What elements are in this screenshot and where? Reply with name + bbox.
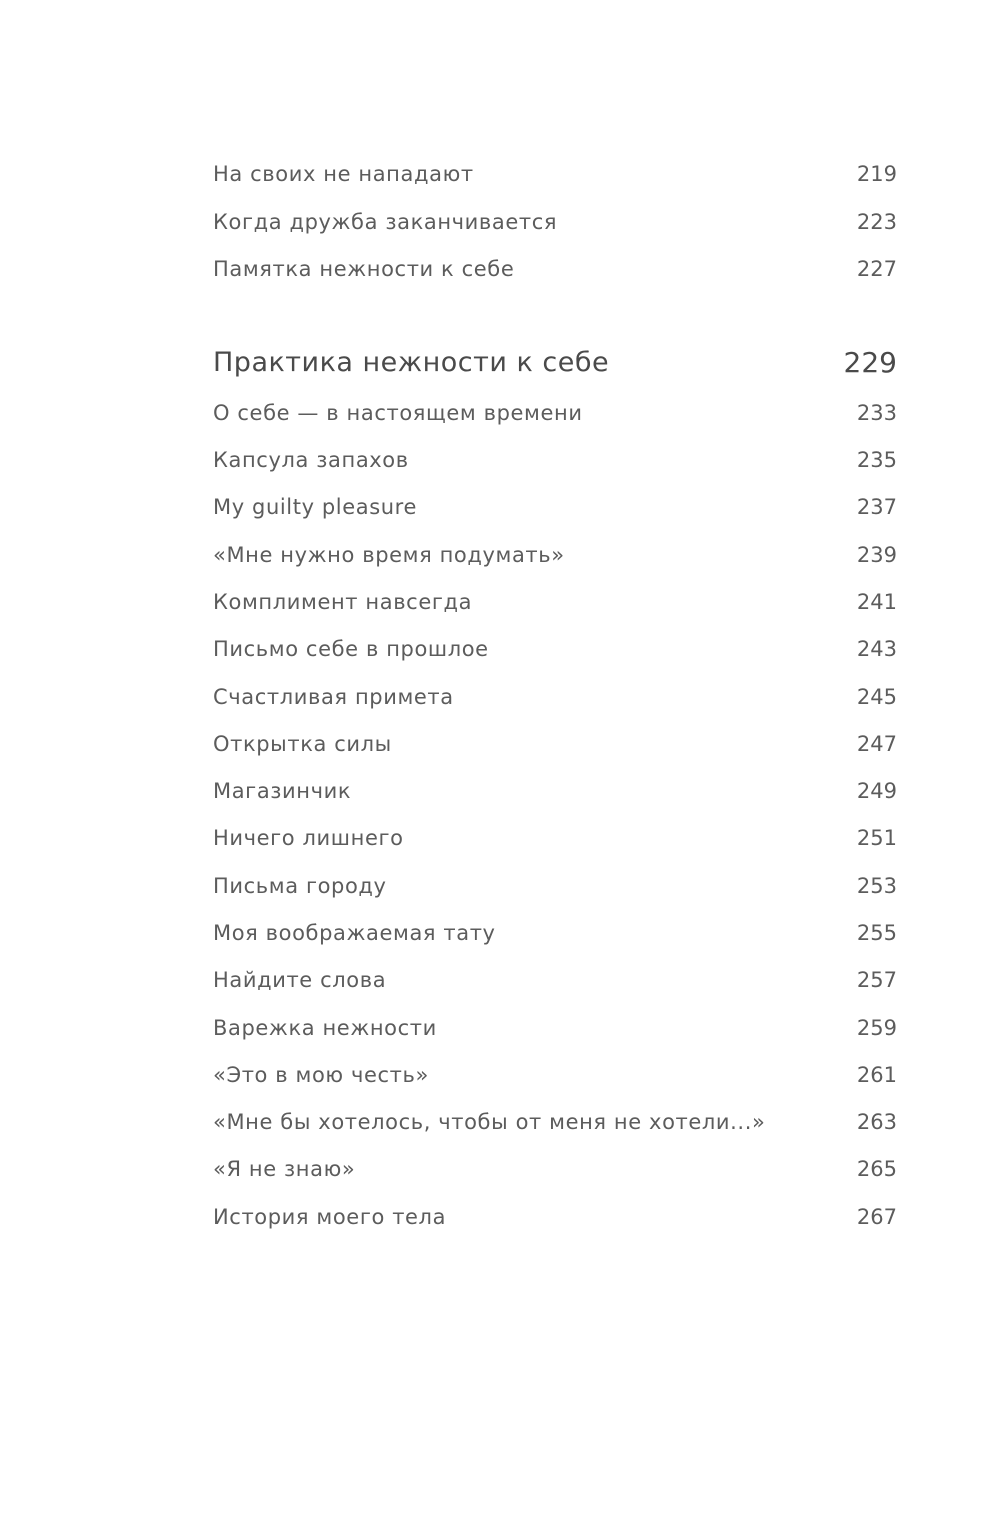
toc-entry-title: На своих не нападают xyxy=(213,162,474,187)
toc-entry-page: 247 xyxy=(856,731,897,756)
toc-entry-page: 263 xyxy=(856,1110,897,1135)
toc-entry[interactable] xyxy=(213,150,897,199)
toc-entry-page: 267 xyxy=(856,1204,897,1229)
toc-entry-title: Письмо себе в прошлое xyxy=(213,637,489,662)
toc-entry-page: 255 xyxy=(856,921,897,945)
toc-entry-page: 245 xyxy=(856,684,897,709)
toc-entry-page: 237 xyxy=(856,495,897,520)
toc-entry-title: «Мне нужно время подумать» xyxy=(213,542,565,567)
toc-entry-page: 223 xyxy=(856,210,897,235)
toc-entry[interactable] xyxy=(213,436,897,483)
toc-entry-title: Открытка силы xyxy=(213,731,392,756)
toc-entry[interactable] xyxy=(213,720,897,767)
toc-entry-page: 261 xyxy=(856,1062,897,1087)
toc-entry[interactable] xyxy=(213,389,897,436)
toc-entry-title: «Я не знаю» xyxy=(213,1157,356,1182)
toc-entry[interactable] xyxy=(213,578,897,625)
toc-entry-page: 239 xyxy=(856,542,897,567)
toc-entry[interactable] xyxy=(213,957,897,1004)
toc-entry-title: Комплимент навсегда xyxy=(213,589,473,614)
toc-entry-page: 219 xyxy=(856,162,897,187)
toc-entry-title: Капсула запахов xyxy=(213,448,409,473)
toc-entry-page: 241 xyxy=(856,589,897,614)
toc-entry-title: Найдите слова xyxy=(213,968,387,993)
toc-entry[interactable] xyxy=(213,1051,897,1098)
toc-entry-page: 257 xyxy=(856,968,897,993)
toc-entry-page: 233 xyxy=(856,400,897,425)
toc-entry[interactable] xyxy=(213,1099,897,1146)
toc-section-heading[interactable] xyxy=(213,335,897,389)
toc-entry-title: История моего тела xyxy=(213,1204,447,1229)
toc-entry-page: 265 xyxy=(856,1157,897,1182)
toc-entry-page: 243 xyxy=(856,637,897,662)
toc-entry[interactable] xyxy=(213,246,897,293)
toc-entry[interactable] xyxy=(213,767,897,814)
toc-entry-page: 251 xyxy=(856,826,897,851)
toc-entry[interactable] xyxy=(213,1004,897,1051)
section-page: 229 xyxy=(843,345,897,379)
section-spacer xyxy=(213,293,897,335)
toc-entry-title: «Мне бы хотелось, чтобы от меня не хотели...» xyxy=(213,1110,766,1135)
toc-entry-title: Письма городу xyxy=(213,873,387,898)
toc-entry-page: 253 xyxy=(856,873,897,898)
toc-entry-page: 259 xyxy=(856,1015,897,1040)
table-of-contents xyxy=(213,150,897,1240)
toc-entry-title: «Это в мою честь» xyxy=(213,1062,429,1087)
toc-entry[interactable] xyxy=(213,199,897,246)
toc-entry[interactable] xyxy=(213,1193,897,1240)
section-title: Практика нежности к себе xyxy=(213,346,610,378)
toc-entry-title: Памятка нежности к себе xyxy=(213,257,515,282)
toc-entry-page: 235 xyxy=(856,448,897,473)
toc-entry[interactable] xyxy=(213,815,897,862)
toc-entry-page: 249 xyxy=(856,779,897,804)
toc-entry-title: Магазинчик xyxy=(213,779,352,804)
toc-entry[interactable] xyxy=(213,673,897,720)
toc-entry-title: Моя воображаемая тату xyxy=(213,921,496,945)
toc-entry-title: Счастливая примета xyxy=(213,684,454,709)
toc-entry[interactable] xyxy=(213,862,897,909)
toc-entry[interactable] xyxy=(213,626,897,673)
toc-entry[interactable] xyxy=(213,531,897,578)
toc-entry-title: Ничего лишнего xyxy=(213,826,404,851)
toc-entry-page: 227 xyxy=(856,257,897,282)
toc-entry-title: Когда дружба заканчивается xyxy=(213,210,558,235)
toc-entry-title: Варежка нежности xyxy=(213,1015,437,1040)
toc-entry[interactable] xyxy=(213,1146,897,1193)
toc-entry[interactable] xyxy=(213,484,897,531)
toc-entry-title: О себе — в настоящем времени xyxy=(213,400,583,425)
toc-entry-title: My guilty pleasure xyxy=(213,495,417,520)
toc-entry[interactable] xyxy=(213,909,897,956)
